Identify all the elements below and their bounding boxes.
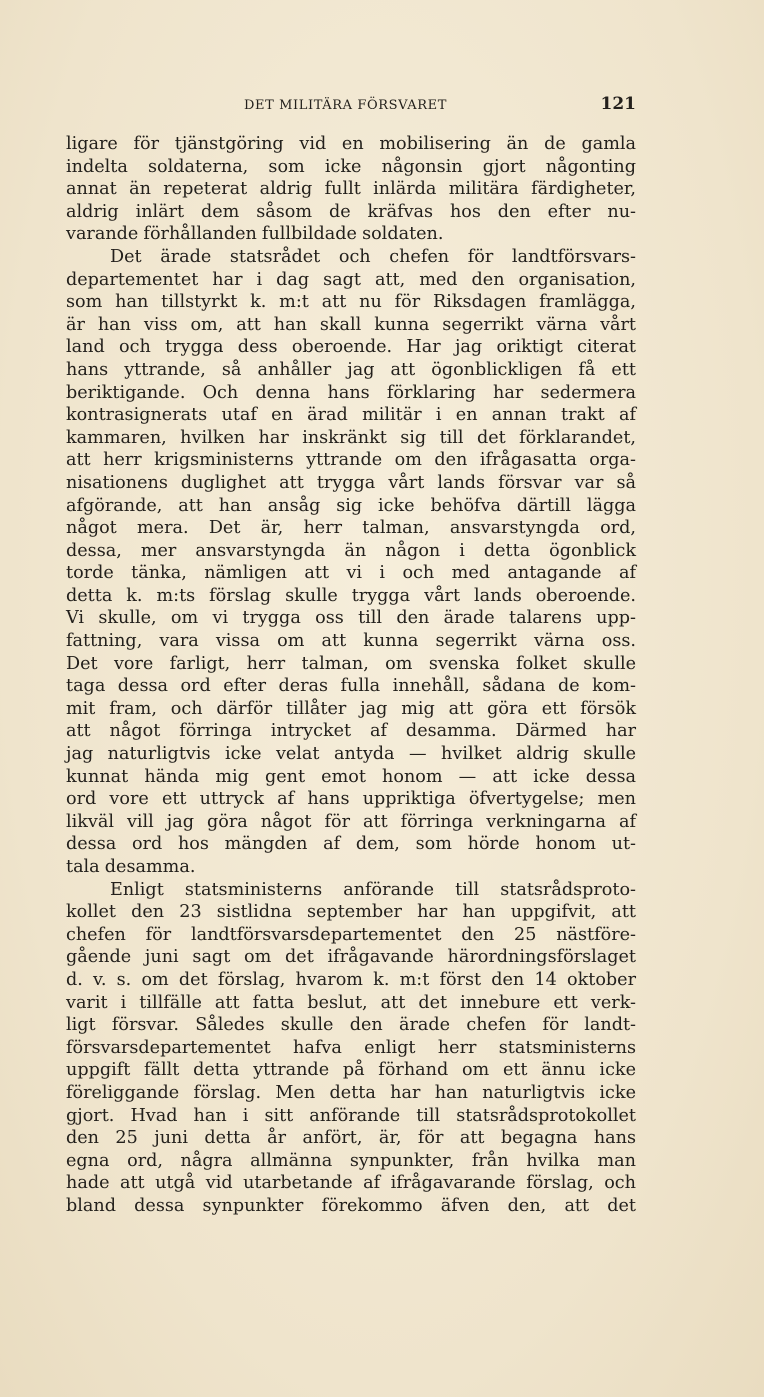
page-number: 121 <box>600 94 636 114</box>
text-line: indelta soldaterna, som icke någonsin gjort någonting <box>66 156 636 177</box>
text-line: är han viss om, att han skall kunna segerrikt värna vårt <box>66 314 636 335</box>
text-line: Det vore farligt, herr talman, om svenska folket skulle <box>66 653 636 674</box>
text-line: försvarsdepartementet hafva enligt herr statsministerns <box>66 1037 636 1058</box>
text-line: ligare för tjänstgöring vid en mobilisering än de gamla <box>66 134 636 154</box>
text-line: egna ord, några allmänna synpunkter, från hvilka man <box>66 1150 636 1171</box>
text-line: d. v. s. om det förslag, hvarom k. m:t först den 14 oktober <box>66 969 636 990</box>
text-line: chefen för landtförsvarsdepartementet den 25 nästföre- <box>66 924 636 945</box>
text-line: att något förringa intrycket af desamma. Därmed har <box>66 721 636 742</box>
text-line: dessa, mer ansvarstyngda än någon i detta ögonblick <box>66 540 636 561</box>
text-line: annat än repeterat aldrig fullt inlärda militära färdigheter, <box>66 179 636 200</box>
text-line: tala desamma. <box>66 857 196 877</box>
text-line: kunnat hända mig gent emot honom — att icke dessa <box>66 766 636 787</box>
running-title: DET MILITÄRA FÖRSVARET <box>244 98 448 113</box>
text-line: kollet den 23 sistlidna september har han uppgifvit, att <box>66 902 636 923</box>
text-line: aldrig inlärt dem såsom de kräfvas hos den efter nu- <box>66 201 636 222</box>
text-line: land och trygga dess oberoende. Har jag oriktigt citerat <box>66 337 636 358</box>
text-line: ord vore ett uttryck af hans uppriktiga öfvertygelse; men <box>66 789 636 810</box>
text-line: departementet har i dag sagt att, med den organisation, <box>66 269 636 290</box>
text-line: Enligt statsministerns anförande till statsrådsproto- <box>110 879 636 900</box>
text-line: gjort. Hvad han i sitt anförande till statsrådsprotokollet <box>66 1105 636 1126</box>
text-line: Det ärade statsrådet och chefen för landtförsvars- <box>110 246 636 267</box>
text-line: hans yttrande, så anhåller jag att ögonblickligen få ett <box>66 359 636 380</box>
text-line: något mera. Det är, herr talman, ansvarstyngda ord, <box>66 518 636 539</box>
text-line: taga dessa ord efter deras fulla innehåll, sådana de kom- <box>66 676 636 697</box>
text-line: dessa ord hos mängden af dem, som hörde honom ut- <box>66 834 636 855</box>
running-header <box>66 94 636 118</box>
text-line: den 25 juni detta år anfört, är, för att begagna hans <box>66 1128 636 1149</box>
text-line: jag naturligtvis icke velat antyda — hvilket aldrig skulle <box>66 744 636 765</box>
text-line: mit fram, och därför tillåter jag mig att göra ett försök <box>66 698 636 719</box>
text-line: kammaren, hvilken har inskränkt sig till det förklarandet, <box>66 427 636 448</box>
text-line: beriktigande. Och denna hans förklaring har sedermera <box>66 382 636 403</box>
text-line: hade att utgå vid utarbetande af ifrågavarande förslag, och <box>66 1173 636 1194</box>
text-line: föreliggande förslag. Men detta har han naturligtvis icke <box>66 1082 636 1103</box>
text-line: likväl vill jag göra något för att förringa verkningarna af <box>66 811 636 832</box>
text-line: afgörande, att han ansåg sig icke behöfva därtill lägga <box>66 495 636 516</box>
text-line: varande förhållanden fullbildade soldaten. <box>66 224 444 245</box>
text-line: Vi skulle, om vi trygga oss till den ärade talarens upp- <box>66 608 636 629</box>
text-line: fattning, vara vissa om att kunna segerrikt värna oss. <box>66 631 636 652</box>
text-line: detta k. m:ts förslag skulle trygga vårt lands oberoende. <box>66 585 636 606</box>
body-text <box>66 133 636 1218</box>
text-line: varit i tillfälle att fatta beslut, att det innebure ett verk- <box>66 992 636 1013</box>
text-line: torde tänka, nämligen att vi i och med antagande af <box>66 563 636 584</box>
text-line: nisationens duglighet att trygga vårt lands försvar var så <box>66 472 636 493</box>
text-line: som han tillstyrkt k. m:t att nu för Riksdagen framlägga, <box>66 292 636 313</box>
text-line: att herr krigsministerns yttrande om den ifrågasatta orga- <box>66 450 636 471</box>
text-line: uppgift fällt detta yttrande på förhand om ett ännu icke <box>66 1060 636 1081</box>
text-line: gående juni sagt om det ifrågavande härordningsförslaget <box>66 947 636 968</box>
text-line: kontrasignerats utaf en ärad militär i en annan trakt af <box>66 405 636 426</box>
text-line: bland dessa synpunkter förekommo äfven den, att det <box>66 1195 636 1216</box>
text-line: ligt försvar. Således skulle den ärade chefen för landt- <box>66 1015 636 1036</box>
